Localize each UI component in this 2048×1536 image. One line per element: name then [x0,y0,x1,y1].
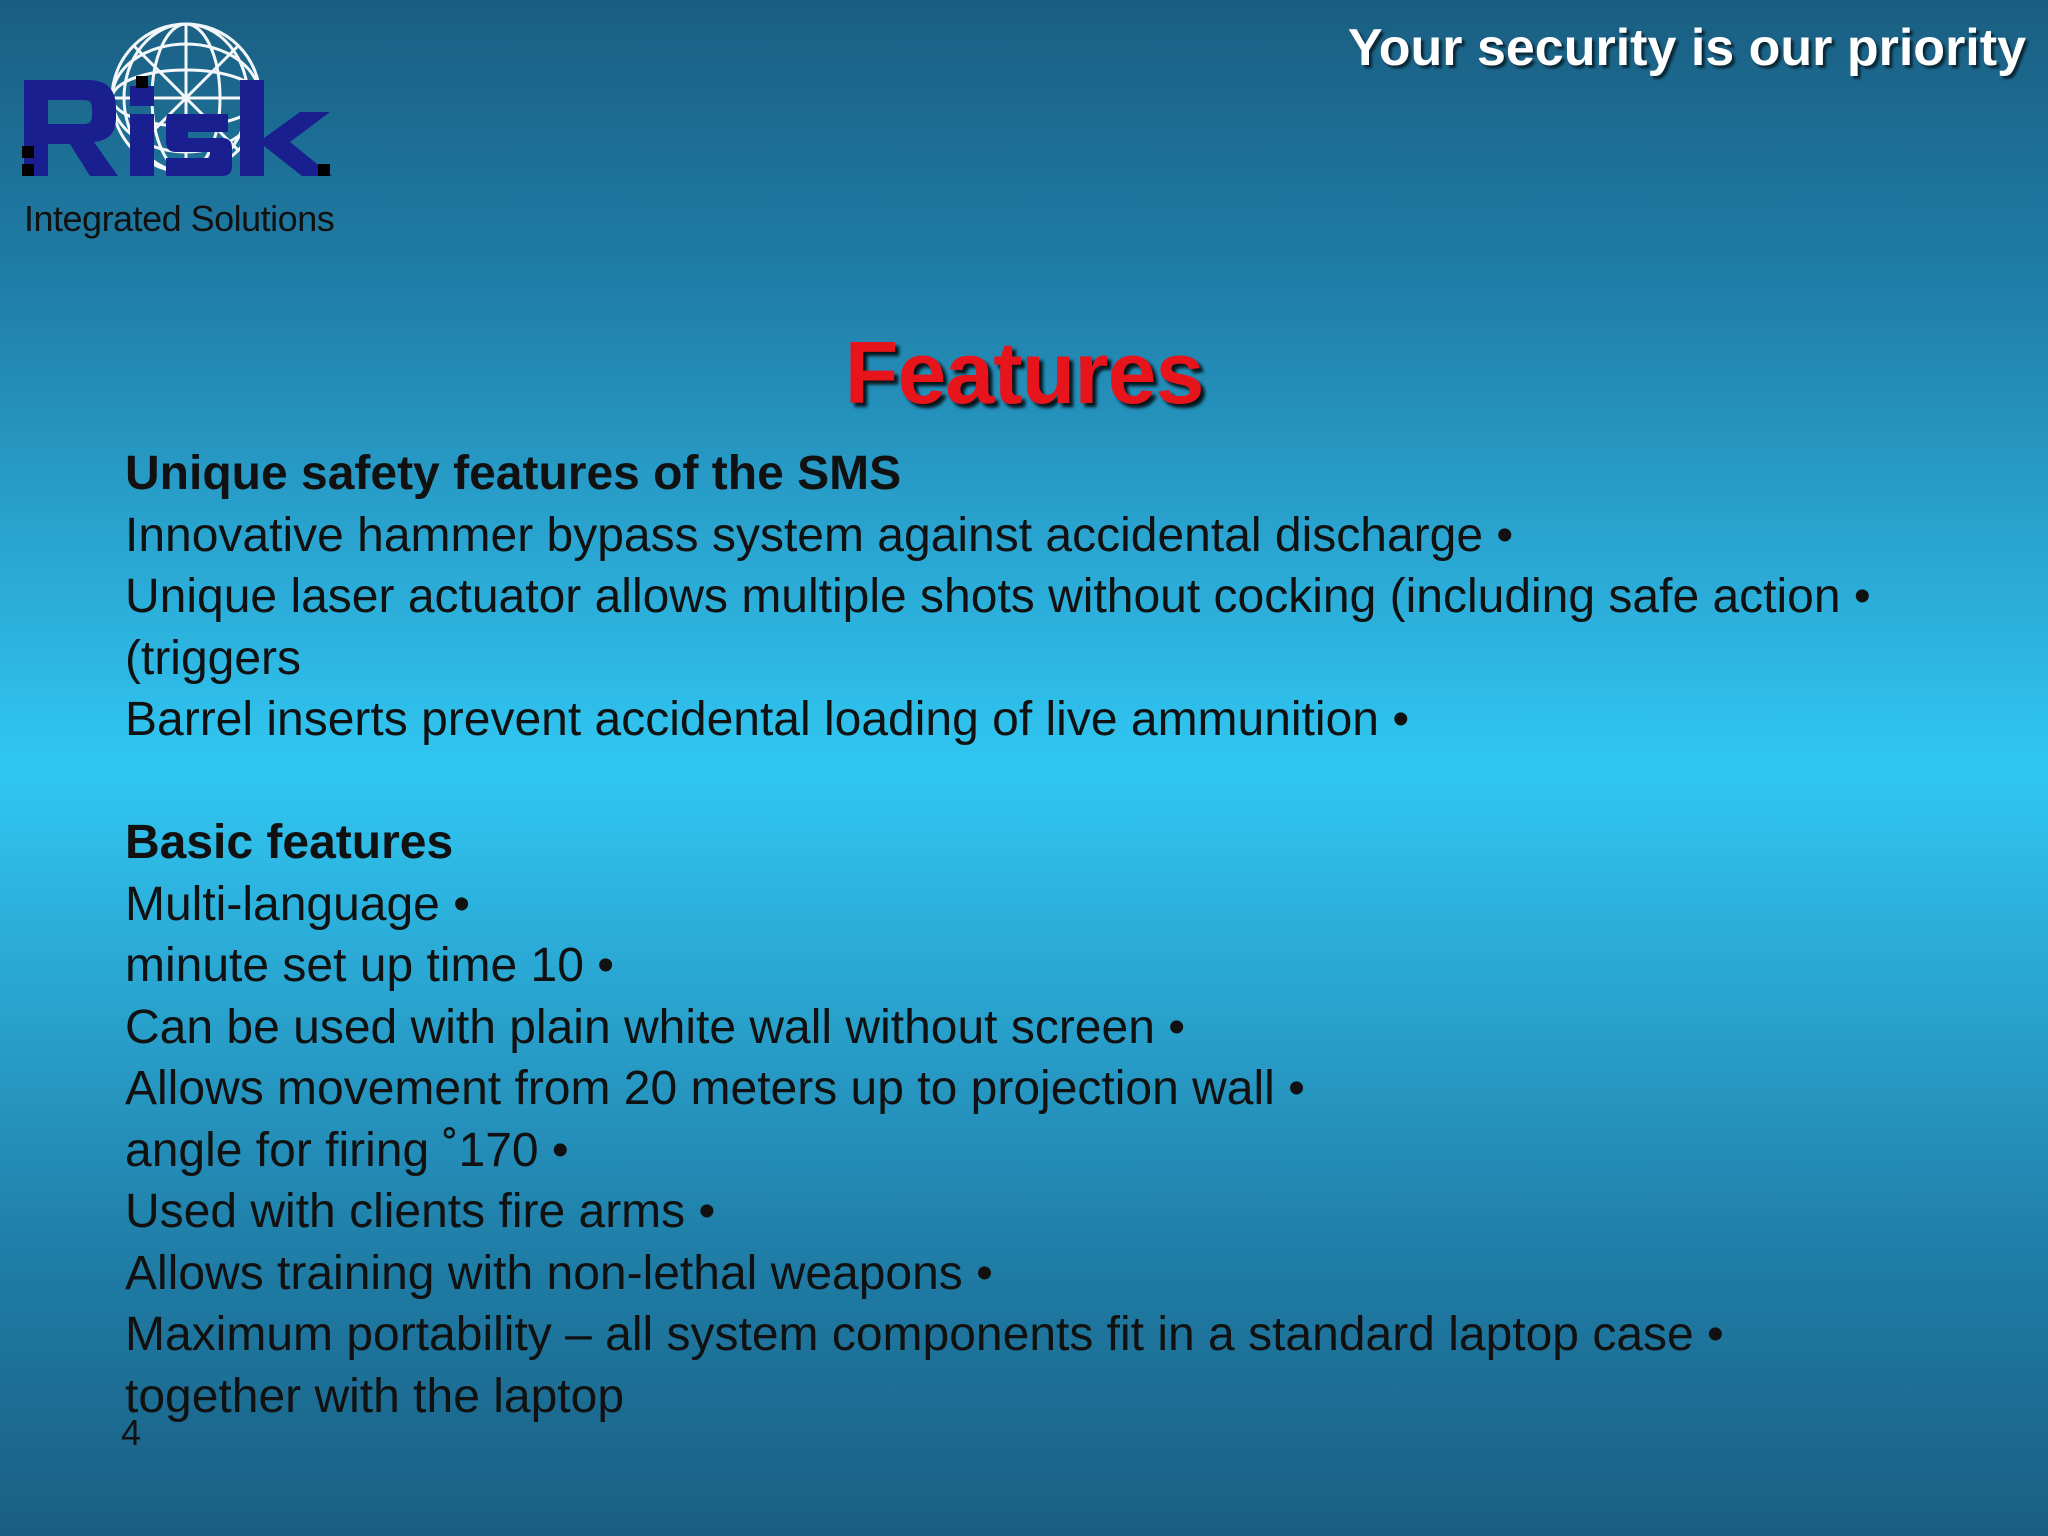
slide-body [125,443,2005,1427]
bullet-line: Unique laser actuator allows multiple shots without cocking (including safe action • [125,570,1871,623]
bullet-line: Maximum portability – all system components fit in a standard laptop case • [125,1308,1724,1361]
bullet-line: together with the laptop [125,1369,625,1423]
bullet-line: minute set up time 10 • [125,939,615,992]
bullet-line: Allows movement from 20 meters up to projection wall • [125,1062,1305,1115]
section-heading-unique-safety: Unique safety features of the SMS [125,447,902,500]
bullet-line: Can be used with plain white wall without screen • [125,1000,1186,1054]
spacer [125,751,2005,813]
bullet-line: Barrel inserts prevent accidental loading of live ammunition • [125,693,1410,746]
page-number: 4 [121,1412,142,1453]
bullet-line: Innovative hammer bypass system against accidental discharge • [125,508,1514,562]
slide-title: Features [844,323,1204,422]
risk-logo-graphic [18,14,338,204]
bullet-line: Allows training with non-lethal weapons • [125,1246,993,1300]
section-heading-basic-features: Basic features [125,816,454,869]
company-logo [18,14,338,244]
bullet-line: Multi-language • [125,877,470,931]
bullet-line: Used with clients fire arms • [125,1185,716,1238]
tagline: Your security is our priority [1347,19,2026,77]
logo-subtitle: Integrated Solutions [24,198,335,239]
bullet-line: (triggers [125,631,302,685]
bullet-line: angle for firing ˚170 • [125,1123,569,1177]
